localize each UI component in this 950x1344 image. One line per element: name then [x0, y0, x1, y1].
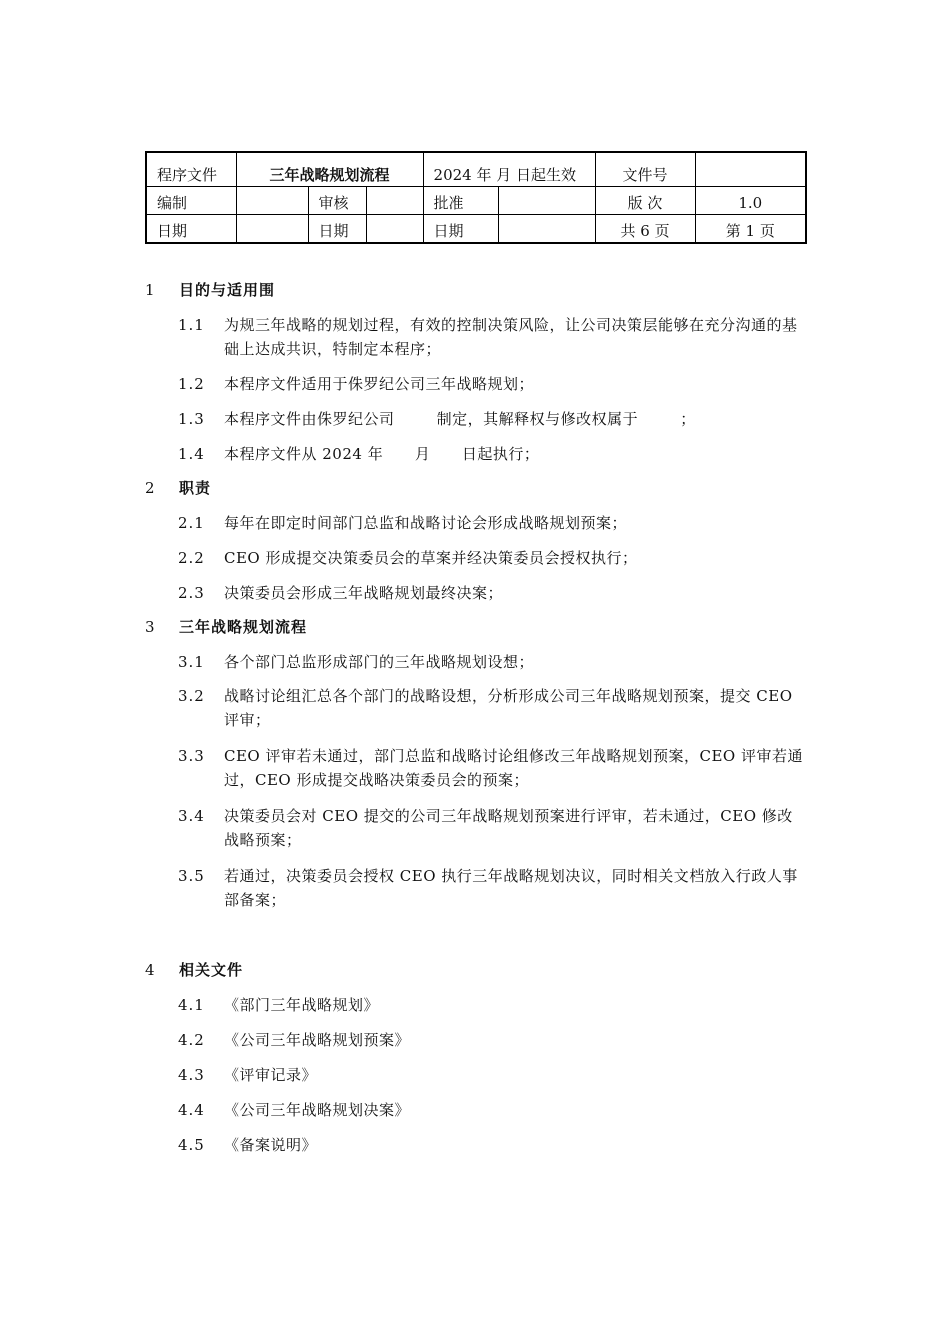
effective-date: 2024 年 月 日起生效	[423, 152, 595, 187]
item-text: 决策委员会形成三年战略规划最终决案；	[224, 584, 504, 602]
item-text: 《公司三年战略规划预案》	[224, 1031, 411, 1049]
doc-type-label: 程序文件	[146, 152, 236, 187]
item-number: 3.1	[178, 653, 205, 671]
item-text: 《部门三年战略规划》	[224, 996, 380, 1014]
section-number: 1	[145, 281, 155, 299]
item-text: 每年在即定时间部门总监和战略讨论会形成战略规划预案；	[224, 514, 628, 532]
item-number: 3.3	[178, 747, 205, 765]
item-number: 1.1	[178, 316, 205, 334]
item-number: 3.5	[178, 867, 205, 885]
item-text: 《公司三年战略规划决案》	[224, 1101, 411, 1119]
item-text: 本程序文件由侏罗纪公司 制定，其解释权与修改权属于 ；	[224, 410, 696, 428]
reviewed-by-label: 审核	[308, 187, 366, 215]
item-text: CEO 评审若未通过，部门总监和战略讨论组修改三年战略规划预案，CEO 评审若通过，CEO 形成提交战略决策委员会的预案；	[224, 747, 803, 789]
item-number: 2.1	[178, 514, 205, 532]
compiled-by-label: 编制	[146, 187, 236, 215]
item-number: 4.1	[178, 996, 205, 1014]
item-number: 1.3	[178, 410, 205, 428]
item-text: 本程序文件适用于侏罗纪公司三年战略规划；	[224, 375, 535, 393]
item-text: 决策委员会对 CEO 提交的公司三年战略规划预案进行评审，若未通过，CEO 修改战略预案；	[224, 807, 793, 849]
doc-number-label: 文件号	[595, 152, 695, 187]
item-number: 3.2	[178, 687, 205, 705]
version-value: 1.0	[695, 187, 806, 215]
reviewed-by-value	[366, 187, 423, 215]
section-title: 职责	[179, 479, 212, 497]
review-date-value	[366, 215, 423, 244]
section-number: 3	[145, 618, 155, 636]
approved-by-value	[498, 187, 595, 215]
item-number: 4.5	[178, 1136, 205, 1154]
header-row-2	[146, 187, 806, 215]
total-pages: 共 6 页	[595, 215, 695, 244]
item-text: 《评审记录》	[224, 1066, 318, 1084]
item-number: 2.3	[178, 584, 205, 602]
section-title: 三年战略规划流程	[179, 618, 308, 636]
section-number: 2	[145, 479, 155, 497]
item-text: 战略讨论组汇总各个部门的战略设想，分析形成公司三年战略规划预案，提交 CEO 评审；	[224, 687, 793, 729]
item-number: 4.3	[178, 1066, 205, 1084]
item-number: 4.4	[178, 1101, 205, 1119]
section-title: 目的与适用围	[179, 281, 276, 299]
compile-date-value	[236, 215, 308, 244]
page-number: 第 1 页	[695, 215, 806, 244]
section-title: 相关文件	[179, 961, 244, 979]
item-number: 2.2	[178, 549, 205, 567]
approve-date-label: 日期	[423, 215, 498, 244]
item-text: 本程序文件从 2024 年 月 日起执行；	[224, 445, 540, 463]
item-text: 各个部门总监形成部门的三年战略规划设想；	[224, 653, 535, 671]
item-text: CEO 形成提交决策委员会的草案并经决策委员会授权执行；	[224, 549, 638, 567]
approved-by-label: 批准	[423, 187, 498, 215]
item-text: 《备案说明》	[224, 1136, 318, 1154]
header-row-1	[146, 152, 806, 187]
compile-date-label: 日期	[146, 215, 236, 244]
item-number: 1.2	[178, 375, 205, 393]
document-title: 三年战略规划流程	[236, 152, 423, 187]
document-header-table	[145, 151, 807, 244]
review-date-label: 日期	[308, 215, 366, 244]
doc-number-value	[695, 152, 806, 187]
item-number: 4.2	[178, 1031, 205, 1049]
item-number: 1.4	[178, 445, 205, 463]
item-text: 若通过，决策委员会授权 CEO 执行三年战略规划决议，同时相关文档放入行政人事部备案；	[224, 867, 798, 909]
item-number: 3.4	[178, 807, 205, 825]
header-row-3	[146, 215, 806, 244]
compiled-by-value	[236, 187, 308, 215]
section-number: 4	[145, 961, 155, 979]
item-text: 为规三年战略的规划过程，有效的控制决策风险，让公司决策层能够在充分沟通的基础上达成共识，特制定本程序；	[224, 316, 798, 358]
approve-date-value	[498, 215, 595, 244]
version-label: 版 次	[595, 187, 695, 215]
